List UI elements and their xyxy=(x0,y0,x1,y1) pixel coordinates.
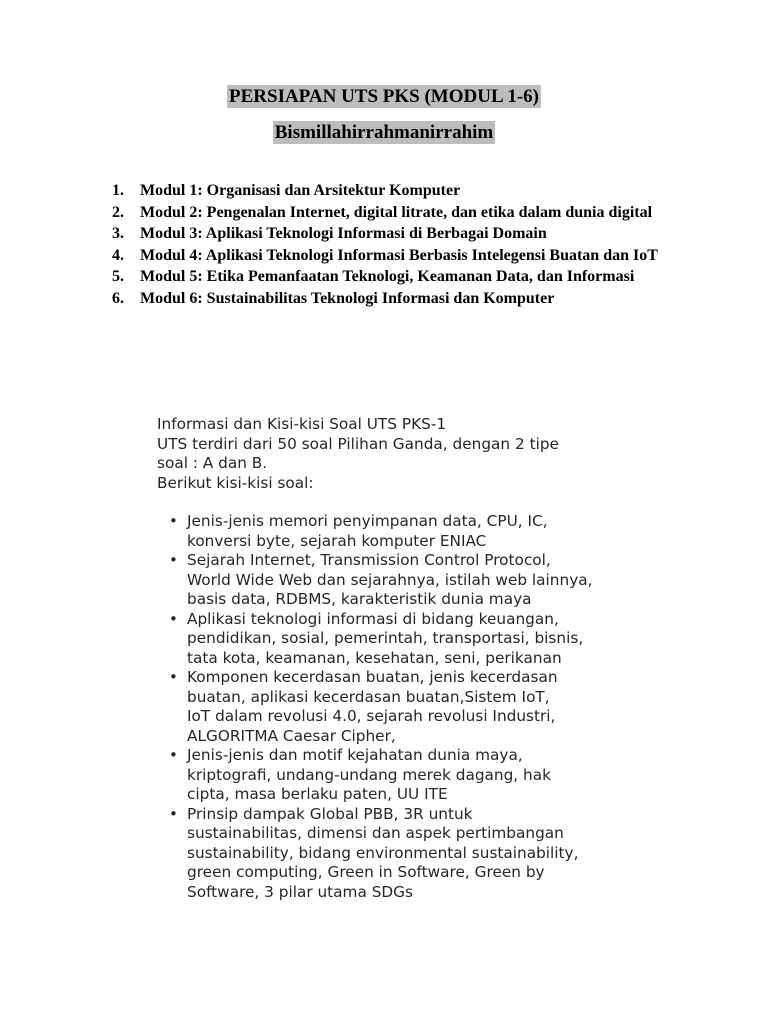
module-text: Modul 3: Aplikasi Teknologi Informasi di Berbagai Domain xyxy=(140,225,547,242)
bullet-icon: • xyxy=(169,746,178,764)
module-number: 5. xyxy=(112,268,124,285)
exam-topic-text: Prinsip dampak Global PBB, 3R untuk sustainabilitas, dimensi dan aspek pertimbangan sustainability, bidang environmental sustainability, green computing, Green in Software, Green by Software, 3 pilar utama SDGs xyxy=(187,804,579,901)
bullet-icon: • xyxy=(169,668,178,686)
exam-info-intro xyxy=(157,415,627,493)
exam-topic-item xyxy=(157,551,627,610)
module-text: Modul 5: Etika Pemanfaatan Teknologi, Keamanan Data, dan Informasi xyxy=(140,268,635,285)
module-item xyxy=(112,288,674,310)
module-text: Modul 4: Aplikasi Teknologi Informasi Berbasis Intelegensi Buatan dan IoT xyxy=(140,246,658,264)
exam-topic-text: Jenis-jenis dan motif kejahatan dunia maya, kriptografi, undang-undang merek dagang, hak cipta, masa berlaku paten, UU ITE xyxy=(187,746,551,803)
exam-topic-item xyxy=(157,610,627,669)
module-text: Modul 1: Organisasi dan Arsitektur Komputer xyxy=(140,182,461,199)
module-text: Modul 2: Pengenalan Internet, digital litrate, dan etika dalam dunia digital xyxy=(140,203,653,221)
exam-topic-text: Komponen kecerdasan buatan, jenis kecerdasan buatan, aplikasi kecerdasan buatan,Sistem IoT, IoT dalam revolusi 4.0, sejarah revolusi Industri, ALGORITMA Caesar Cipher, xyxy=(187,668,558,745)
bullet-icon: • xyxy=(169,512,178,530)
document-subtitle-text: Bismillahirrahmanirrahim xyxy=(274,122,494,143)
bullet-icon: • xyxy=(169,609,178,628)
exam-topic-item xyxy=(157,512,627,551)
bullet-icon: • xyxy=(169,804,178,823)
exam-info-block xyxy=(157,415,627,902)
exam-info-line: Berikut kisi-kisi soal: xyxy=(157,473,314,492)
exam-topic-item xyxy=(157,668,627,746)
exam-topic-item xyxy=(157,805,627,903)
module-item xyxy=(112,245,674,267)
document-title xyxy=(0,86,768,108)
exam-topic-list xyxy=(157,512,627,902)
exam-info-line: soal : A dan B. xyxy=(157,454,268,472)
module-list xyxy=(112,180,674,309)
module-text: Modul 6: Sustainabilitas Teknologi Informasi dan Komputer xyxy=(140,289,555,307)
exam-info-line: UTS terdiri dari 50 soal Pilihan Ganda, dengan 2 tipe xyxy=(157,434,559,453)
module-item xyxy=(112,266,674,288)
exam-topic-item xyxy=(157,746,627,805)
bullet-icon: • xyxy=(169,551,178,569)
module-item xyxy=(112,180,674,202)
exam-topic-text: Jenis-jenis memori penyimpanan data, CPU, IC, konversi byte, sejarah komputer ENIAC xyxy=(187,512,548,550)
module-item xyxy=(112,223,674,245)
module-item xyxy=(112,202,674,224)
exam-topic-text: Sejarah Internet, Transmission Control Protocol, World Wide Web dan sejarahnya, istilah web lainnya, basis data, RDBMS, karakteristik dunia maya xyxy=(187,551,593,608)
module-number: 6. xyxy=(112,289,124,307)
module-number: 2. xyxy=(112,203,124,221)
exam-topic-text: Aplikasi teknologi informasi di bidang keuangan, pendidikan, sosial, pemerintah, transportasi, bisnis, tata kota, keamanan, kesehatan, seni, perikanan xyxy=(187,609,584,667)
module-number: 4. xyxy=(112,246,124,264)
module-number: 1. xyxy=(112,182,124,199)
document-subtitle xyxy=(0,122,768,144)
module-number: 3. xyxy=(112,225,124,242)
document-title-text: PERSIAPAN UTS PKS (MODUL 1-6) xyxy=(229,86,539,107)
exam-info-heading: Informasi dan Kisi-kisi Soal UTS PKS-1 xyxy=(157,415,447,433)
